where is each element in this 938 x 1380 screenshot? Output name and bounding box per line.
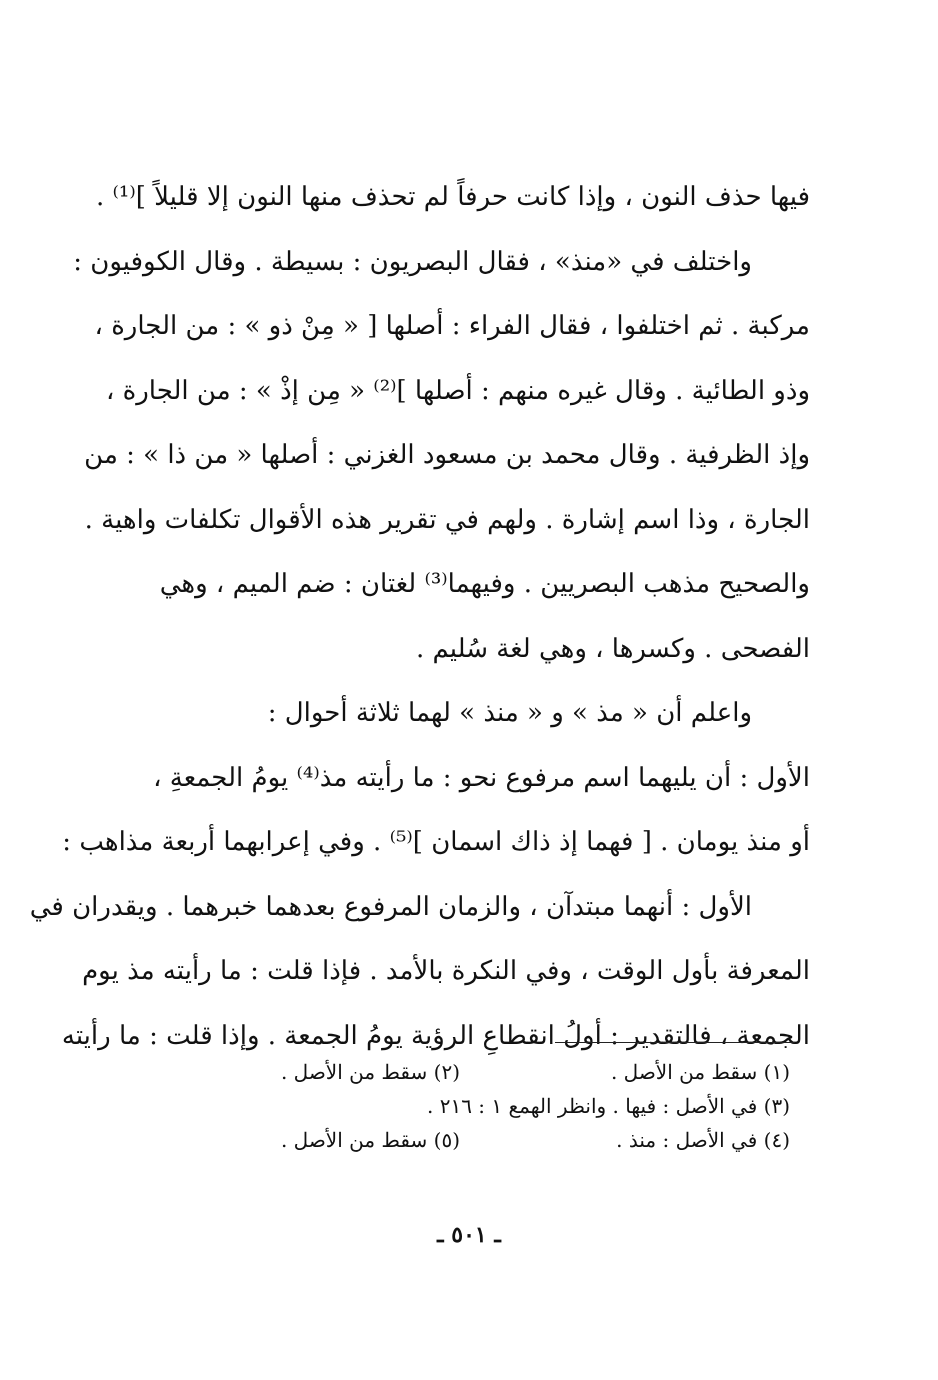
text-line-12: الأول : أنهما مبتدآن ، والزمان المرفوع بعدهما خبرهما . ويقدران في bbox=[29, 891, 752, 922]
footnote-separator bbox=[555, 1042, 795, 1043]
text-line-8: الفصحى . وكسرها ، وهي لغة سُليم . bbox=[415, 633, 810, 664]
footnote-4: (٤) في الأصل : منذ . bbox=[616, 1128, 790, 1152]
footnote-2: (٢) سقط من الأصل . bbox=[280, 1060, 460, 1084]
text-line-4: وذو الطائية . وقال غيره منهم : أصلها ]⁽²⁾ « مِن إذْ » : من الجارة ، bbox=[105, 375, 810, 406]
text-line-9: واعلم أن « مذ » و « منذ » لهما ثلاثة أحوال : bbox=[267, 698, 752, 728]
text-line-3: مركبة . ثم اختلفوا ، فقال الفراء : أصلها [ « مِنْ ذو » : من الجارة ، bbox=[94, 311, 810, 341]
footnote-3: (٣) في الأصل : فيها . وانظر الهمع ١ : ٢١٦ . bbox=[426, 1094, 790, 1118]
text-line-14: الجمعة ، فالتقدير : أولُ انقطاعِ الرؤية يومُ الجمعة . وإذا قلت : ما رأيته bbox=[61, 1020, 810, 1051]
text-line-10: الأول : أن يليهما اسم مرفوع نحو : ما رأيته مذ⁽⁴⁾ يومُ الجمعةِ ، bbox=[153, 762, 810, 793]
text-line-13: المعرفة بأول الوقت ، وفي النكرة بالأمد . فإذا قلت : ما رأيته مذ يوم bbox=[82, 956, 810, 986]
footnote-row bbox=[230, 1123, 790, 1157]
text-line-5: وإذ الظرفية . وقال محمد بن مسعود الغزني : أصلها « من ذا » : من bbox=[84, 440, 810, 470]
page-number: ـ ٥٠١ ـ bbox=[437, 1222, 501, 1248]
text-line-2: واختلف في «منذ» ، فقال البصريون : بسيطة . وقال الكوفيون : bbox=[73, 246, 752, 277]
footnote-row bbox=[230, 1089, 790, 1123]
footnote-1: (١) سقط من الأصل . bbox=[610, 1060, 790, 1084]
text-line-1: فيها حذف النون ، وإذا كانت حرفاً لم تحذف منها النون إلا قليلاً ]⁽¹⁾ . bbox=[96, 182, 810, 212]
text-line-7: والصحيح مذهب البصريين . وفيهما⁽³⁾ لغتان : ضم الميم ، وهي bbox=[159, 569, 810, 599]
footnotes bbox=[230, 1055, 790, 1157]
footnote-row bbox=[230, 1055, 790, 1089]
text-line-6: الجارة ، وذا اسم إشارة . ولهم في تقرير هذه الأقوال تكلفات واهية . bbox=[84, 504, 810, 535]
footnote-5: (٥) سقط من الأصل . bbox=[280, 1128, 460, 1152]
text-line-11: أو منذ يومان . [ فهما إذ ذاك اسمان ]⁽⁵⁾ . وفي إعرابهما أربعة مذاهب : bbox=[62, 827, 810, 857]
body-text bbox=[29, 165, 810, 1068]
